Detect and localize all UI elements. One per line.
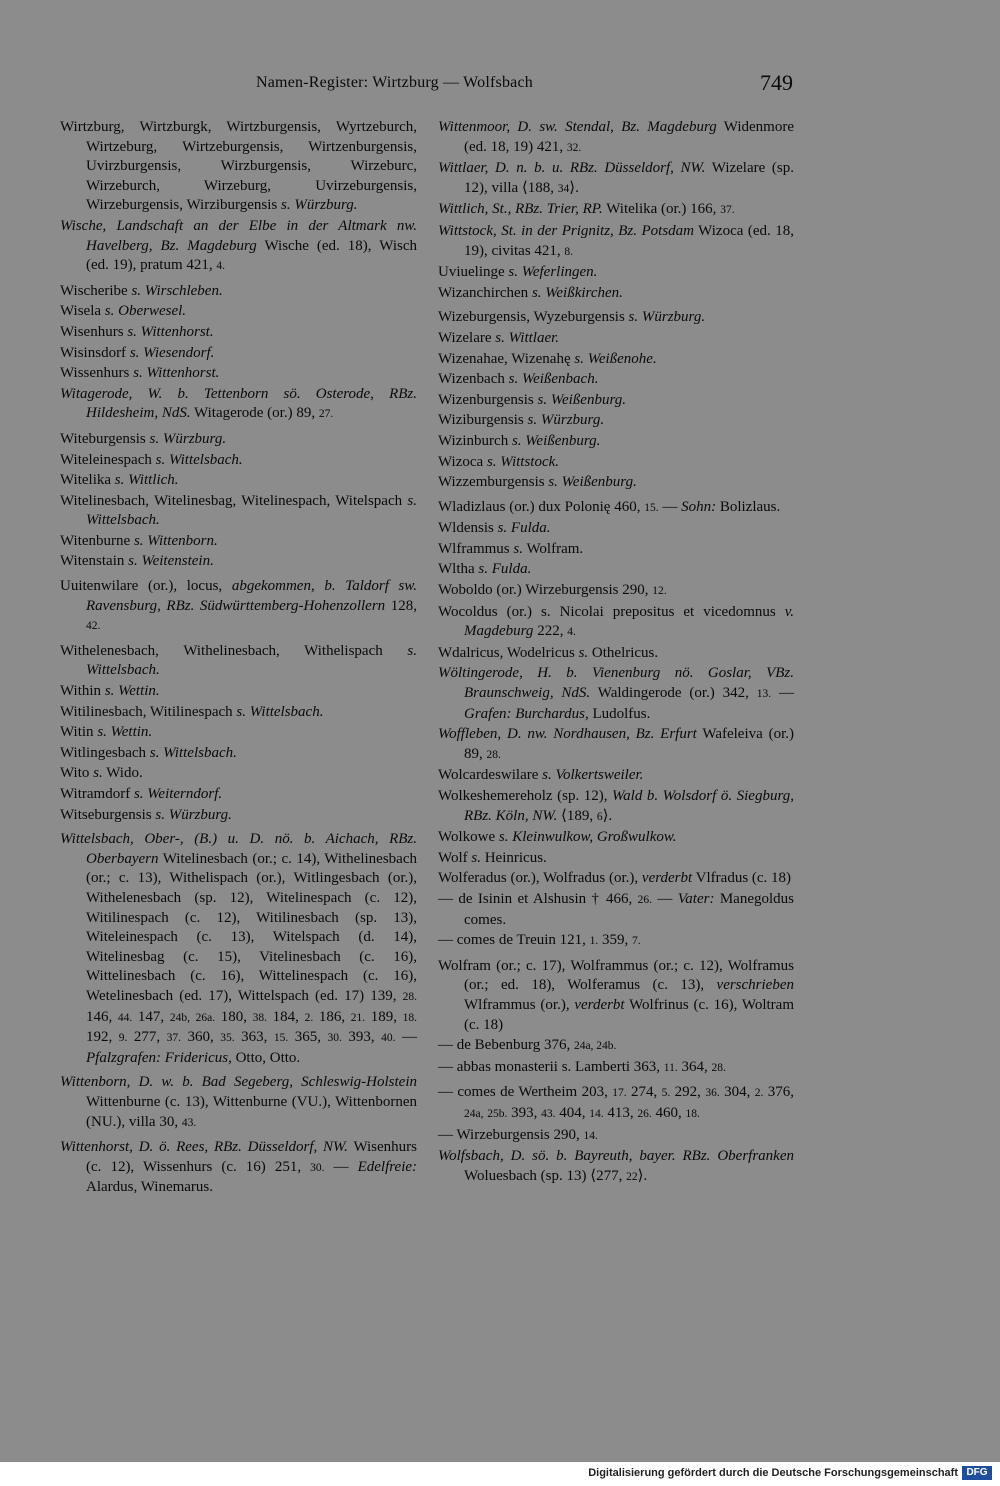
register-entry	[60, 118, 417, 216]
entry-text: s. Weitenstein.	[128, 553, 214, 570]
entry-text: 11.	[663, 1061, 678, 1074]
entry-text: Woboldo (or.) Wirzeburgensis 290,	[438, 582, 653, 599]
running-title: Namen-Register: Wirtzburg — Wolfsbach	[256, 74, 533, 91]
entry-text: Wizeburgensis, Wyzeburgensis	[438, 309, 629, 326]
entry-text: 180,	[215, 1008, 253, 1025]
entry-text: s. Wittenhorst.	[133, 365, 220, 382]
entry-text: 27.	[318, 408, 334, 421]
entry-text: Wiziburgensis	[438, 412, 528, 429]
entry-text: 37.	[166, 1032, 181, 1045]
entry-text: s. Würzburg.	[628, 309, 706, 326]
entry-text: 192,	[86, 1029, 119, 1046]
entry-text: s. Wittenborn.	[133, 532, 218, 549]
entry-text: 25b.	[487, 1107, 508, 1120]
entry-text: Wittelsbach, Ober-, (B.) u. D. nö. b. Aichach, RBz. Oberbayern	[60, 831, 417, 867]
entry-text: Wocoldus (or.) s. Nicolai prepositus et vicedomnus	[438, 603, 785, 620]
entry-text: —	[324, 1158, 358, 1175]
entry-text: s.	[471, 849, 481, 866]
entry-text: Wizinburch	[438, 432, 512, 449]
entry-text: 15.	[644, 501, 659, 514]
entry-text: Wald b. Wolsdorf ö. Siegburg, RBz. Köln, NW.	[464, 788, 794, 824]
entry-text: 8.	[564, 245, 574, 258]
entry-text: Wisela	[60, 303, 105, 320]
register-entry	[60, 703, 417, 723]
entry-text: Woffleben, D. nw. Nordhausen, Bz. Erfurt	[438, 726, 697, 743]
page-header	[60, 70, 793, 98]
register-entry	[438, 1058, 794, 1079]
register-entry	[438, 519, 794, 539]
entry-text: ⟩.	[602, 807, 613, 824]
entry-text: 184,	[267, 1008, 305, 1025]
entry-text: 304,	[719, 1084, 755, 1101]
entry-text: 277,	[127, 1029, 167, 1046]
entry-text: s. Fulda.	[478, 561, 532, 578]
entry-text: 30.	[327, 1032, 342, 1045]
entry-text: v. Magdeburg	[464, 603, 794, 640]
entry-text: s. Fulda.	[497, 520, 551, 537]
register-entry	[438, 200, 794, 221]
entry-text: 359,	[598, 932, 633, 949]
register-entry	[438, 849, 794, 869]
entry-text: Wizelare (sp. 12), villa ⟨188,	[464, 160, 794, 196]
entry-text: 28.	[711, 1061, 726, 1074]
register-entry	[438, 453, 794, 473]
entry-text: Witseburgensis	[60, 806, 156, 823]
entry-text: — comes de Treuin 121,	[438, 932, 590, 949]
entry-text: Wischeribe	[60, 282, 132, 299]
register-entry	[60, 785, 417, 805]
entry-text: Wolf	[438, 849, 472, 866]
entry-text: s. Weiterndorf.	[133, 786, 223, 802]
entry-text: 222,	[533, 623, 568, 640]
entry-text: 393,	[507, 1104, 542, 1121]
entry-text: 22	[626, 1170, 638, 1183]
register-entry	[438, 263, 794, 283]
entry-text: Witin	[60, 724, 98, 741]
entry-text: Wittlaer, D. n. b. u. RBz. Düsseldorf, NW.	[438, 160, 706, 177]
entry-text: 460,	[651, 1104, 686, 1121]
register-entry	[60, 1138, 417, 1198]
entry-text: 24a, 24b.	[573, 1040, 617, 1053]
entry-text: Witenburne	[60, 532, 134, 549]
entry-text: Withelenesbach, Withelinesbach, Withelispach	[60, 642, 408, 659]
register-entry	[438, 957, 794, 1035]
register-entry	[438, 931, 794, 952]
entry-text: Wolcardeswilare	[438, 767, 543, 784]
entry-text: Wittenborn, D. w. b. Bad Segeberg, Schleswig-Holstein	[60, 1074, 417, 1091]
entry-text: Grafen: Burchardus,	[464, 705, 589, 722]
entry-text: Witeburgensis	[60, 430, 150, 447]
register-entry	[60, 471, 417, 491]
entry-text: 24a,	[464, 1107, 484, 1120]
entry-text: 2.	[754, 1087, 764, 1100]
register-entry	[438, 766, 794, 786]
register-entry	[60, 451, 417, 471]
entry-text: 40.	[381, 1032, 396, 1045]
entry-text: Wittenburne (c. 13), Wittenburne (VU.), Wittenbornen (NU.), villa 30,	[86, 1093, 417, 1130]
entry-text: Uviuelinge	[438, 264, 509, 281]
entry-text: Wito	[60, 765, 94, 782]
entry-text: Wische, Landschaft an der Elbe in der Altmark nw. Havelberg, Bz. Magdeburg	[60, 217, 417, 254]
entry-text: Witilinesbach, Witilinespach	[60, 703, 237, 720]
entry-text: Wizanchirchen	[438, 284, 532, 301]
entry-text: Wirtzburg, Wirtzburgk, Wirtzburgensis, Wyrtzeburch, Wirtzeburg, Wirtzeburgensis, Wirtzenburgensis, Uvirzburgensis, Wirzburgensis, Wirzeburc, Wirzeburch, Wirzeburg, Uvirzeburgensis, Wirzeburgensis, Wirziburgensis	[60, 119, 417, 214]
entry-text: Wolfsbach, D. sö. b. Bayreuth, bayer. RBz. Oberfranken	[438, 1148, 794, 1165]
entry-text: Witagerode (or.) 89,	[190, 405, 319, 422]
register-entry	[438, 432, 794, 452]
entry-text: Wido.	[102, 765, 143, 782]
entry-text: — de Isinin et Alshusin † 466,	[438, 890, 638, 907]
entry-text: s. Weißenburg.	[537, 391, 626, 408]
entry-text: 186,	[313, 1008, 351, 1025]
register-entry	[60, 577, 417, 637]
entry-text: 413,	[603, 1104, 638, 1121]
entry-text: s. Wittelsbach.	[149, 744, 237, 761]
register-entry	[438, 329, 794, 349]
entry-text: Wittlich, St., RBz. Trier, RP.	[438, 201, 603, 218]
register-entry	[60, 302, 417, 322]
entry-text: 36.	[705, 1087, 720, 1100]
register-entry	[60, 492, 417, 531]
entry-text: ⟩.	[569, 179, 579, 196]
entry-text: s. Weferlingen.	[508, 264, 598, 281]
entry-text: Witlingesbach	[60, 744, 150, 761]
register-entry	[60, 723, 417, 743]
entry-text: 6	[596, 810, 603, 823]
entry-text: 5.	[661, 1087, 671, 1100]
entry-text: Sohn:	[681, 498, 717, 515]
entry-text: Wlframmus	[438, 540, 514, 557]
entry-text: 32.	[566, 141, 582, 154]
entry-text: Wisenhurs (c. 12), Wissenhurs (c. 16) 251,	[86, 1139, 417, 1175]
entry-text: 17.	[612, 1087, 627, 1100]
register-entry	[438, 222, 794, 262]
entry-text: Witagerode, W. b. Tettenborn sö. Osterode, RBz. Hildesheim, NdS.	[60, 385, 417, 422]
entry-text: 18.	[402, 1011, 418, 1024]
entry-text: 2.	[304, 1011, 314, 1024]
entry-text: Wittenmoor, D. sw. Stendal, Bz. Magdeburg	[438, 119, 717, 135]
entry-text: Wittstock, St. in der Prignitz, Bz. Potsdam	[438, 222, 694, 239]
entry-text: 37.	[720, 204, 735, 217]
entry-text: Wltha	[438, 561, 479, 578]
entry-text: Wisenhurs	[60, 323, 128, 340]
register-entry	[438, 1036, 794, 1057]
entry-text: Vlfradus (c. 18)	[692, 870, 792, 887]
entry-text: 14.	[583, 1129, 598, 1142]
register-entry	[60, 552, 417, 572]
entry-text: Ludolfus.	[588, 705, 651, 722]
entry-text: Wizenbach	[438, 371, 509, 388]
entry-text: 43.	[541, 1107, 556, 1120]
register-entry	[438, 603, 794, 643]
register-entry	[438, 890, 794, 930]
entry-text: 26.	[637, 1107, 652, 1120]
register-entry	[438, 473, 794, 493]
register-entry	[60, 532, 417, 552]
entry-text: 360,	[181, 1029, 221, 1046]
entry-text: s. Weißenbach.	[508, 371, 599, 388]
entry-text: s. Weißenburg.	[548, 474, 637, 491]
entry-text: s. Wittelsbach.	[86, 492, 417, 529]
entry-text: ⟨189,	[557, 807, 597, 824]
entry-text: Witramdorf	[60, 786, 134, 802]
entry-text: Heinricus.	[480, 849, 547, 866]
register-entry	[60, 682, 417, 702]
entry-text: Within	[60, 683, 105, 700]
entry-text: Wizoca	[438, 453, 487, 470]
register-entry	[438, 350, 794, 370]
register-entry	[60, 430, 417, 450]
entry-text: 365,	[288, 1029, 328, 1046]
entry-text: 42.	[86, 620, 101, 633]
register-entry	[438, 370, 794, 390]
register-entry	[438, 1126, 794, 1147]
footer-bar	[0, 1462, 1000, 1486]
entry-text: s. Kleinwulkow, Großwulkow.	[498, 829, 677, 846]
entry-text: 9.	[118, 1032, 128, 1045]
entry-text: Wlframmus (or.),	[464, 996, 575, 1013]
entry-text: —	[652, 890, 678, 907]
entry-text: Vater:	[677, 890, 715, 907]
register-entry	[60, 282, 417, 302]
entry-text: 364,	[677, 1058, 712, 1075]
register-entry	[438, 411, 794, 431]
entry-text: Alardus, Winemarus.	[86, 1179, 214, 1196]
entry-text: s. Wittlich.	[114, 472, 179, 489]
entry-text: —	[658, 498, 682, 515]
entry-text: 30.	[310, 1161, 325, 1174]
register-entry	[438, 118, 794, 158]
entry-text: Wizelare	[438, 329, 496, 346]
entry-text: s.	[93, 765, 103, 782]
register-entry	[438, 159, 794, 199]
entry-text: Wladizlaus (or.) dux Polonię 460,	[438, 498, 645, 515]
left-column	[60, 118, 417, 1199]
entry-text: Otto, Otto.	[231, 1049, 301, 1066]
entry-text: 26a.	[195, 1011, 216, 1024]
entry-text: —	[771, 685, 794, 702]
entry-text: 43.	[181, 1116, 197, 1129]
register-entry	[438, 308, 794, 328]
entry-text: Witelinesbach, Witelinesbag, Witelinespach, Witelspach	[60, 492, 408, 509]
entry-text: verschrieben	[716, 977, 794, 994]
dfg-logo: DFG	[962, 1466, 992, 1480]
register-entry	[438, 540, 794, 560]
entry-text: Wizenahae, Wizenahę	[438, 350, 575, 367]
register-entry	[438, 560, 794, 580]
entry-text: — comes de Wertheim 203,	[438, 1084, 613, 1101]
entry-text: Witelika (or.) 166,	[602, 201, 721, 218]
register-entry	[60, 830, 417, 1068]
register-entry	[60, 744, 417, 764]
entry-text: 44.	[117, 1011, 133, 1024]
entry-text: 147,	[132, 1008, 170, 1025]
entry-text: Wolkeshemereholz (sp. 12),	[438, 788, 613, 804]
entry-text: 189,	[365, 1008, 403, 1025]
right-column	[438, 118, 794, 1188]
entry-text: Wdalricus, Wodelricus	[438, 644, 579, 661]
register-entry	[438, 1147, 794, 1187]
entry-text: s. Wittelsbach.	[86, 642, 417, 679]
register-entry	[60, 642, 417, 681]
entry-text: 363,	[234, 1029, 274, 1046]
entry-text: 4.	[216, 260, 226, 273]
register-entry	[438, 787, 794, 827]
entry-text: s. Würzburg.	[527, 412, 605, 429]
entry-text: 274,	[626, 1084, 662, 1101]
register-entry	[438, 828, 794, 848]
register-entry	[438, 725, 794, 765]
entry-text: Wittenhorst, D. ö. Rees, RBz. Düsseldorf, NW.	[60, 1139, 348, 1156]
entry-text: s.	[513, 540, 523, 557]
register-entry	[60, 806, 417, 826]
entry-text: s. Würzburg.	[281, 197, 358, 214]
funding-notice: Digitalisierung gefördert durch die Deutsche Forschungsgemeinschaft	[588, 1467, 958, 1479]
entry-text: s. Würzburg.	[149, 430, 227, 447]
entry-text: Wisinsdorf	[60, 344, 130, 361]
entry-text: Wizoca (ed. 18, 19), civitas 421,	[464, 222, 794, 259]
register-entry	[438, 869, 794, 889]
entry-text: Wolferadus (or.), Wolfradus (or.),	[438, 870, 642, 887]
entry-text: ⟩.	[637, 1167, 648, 1184]
page-number: 749	[760, 70, 793, 95]
entry-text: s. Würzburg.	[155, 806, 232, 823]
entry-text: Wöltingerode, H. b. Vienenburg nö. Goslar, VBz. Braunschweig, NdS.	[438, 665, 794, 702]
entry-text: s. Wittelsbach.	[236, 703, 324, 720]
entry-text: 14.	[589, 1107, 604, 1120]
entry-text: s. Oberwesel.	[104, 303, 187, 320]
entry-text: s. Wittenhorst.	[127, 323, 214, 340]
entry-text: 13.	[756, 688, 772, 701]
entry-text: 1.	[589, 935, 599, 948]
entry-text: 7.	[632, 935, 641, 948]
entry-text: 12.	[652, 585, 667, 598]
entry-text: 4.	[567, 626, 576, 639]
entry-text: Bolizlaus.	[716, 498, 781, 515]
entry-text: — Wirzeburgensis 290,	[438, 1126, 584, 1143]
entry-text: Woluesbach (sp. 13) ⟨277,	[464, 1167, 627, 1184]
register-entry	[60, 385, 417, 425]
register-entry	[60, 344, 417, 364]
entry-text: Pfalzgrafen: Fridericus,	[86, 1049, 232, 1066]
register-entry	[60, 364, 417, 384]
entry-text: Wolfram (or.; c. 17), Wolframmus (or.; c. 12), Wolframus (or.; ed. 18), Wolferamus (c. 13),	[438, 957, 794, 994]
entry-text: s. Wettin.	[97, 724, 153, 741]
entry-text: s.	[578, 644, 589, 661]
entry-text: 28.	[402, 990, 417, 1003]
entry-text: 26.	[637, 893, 653, 906]
register-entry	[438, 664, 794, 724]
entry-text: Wldensis	[438, 520, 498, 537]
entry-text: s. Weißkirchen.	[531, 284, 623, 301]
entry-text: —	[395, 1029, 417, 1046]
entry-text: Othelricus.	[588, 644, 659, 661]
entry-text: s. Weißenohe.	[574, 350, 657, 367]
entry-text: s. Wirschleben.	[131, 282, 223, 299]
entry-text: s. Wittelsbach.	[155, 451, 243, 468]
entry-text: Wizenburgensis	[438, 391, 538, 408]
entry-text: Wafeleiva (or.) 89,	[464, 726, 794, 762]
entry-text: 292,	[670, 1084, 706, 1101]
entry-text: 18.	[685, 1107, 700, 1120]
entry-text: abgekommen, b. Taldorf sw. Ravensburg, RBz. Südwürttemberg-Hohenzollern	[86, 578, 417, 614]
register-entry	[438, 498, 794, 519]
register-entry	[60, 323, 417, 343]
entry-text: verderbt	[574, 996, 625, 1013]
entry-text: Witeleinespach	[60, 451, 156, 468]
entry-text: s. Volkertsweiler.	[542, 767, 644, 784]
entry-text: 404,	[555, 1104, 590, 1121]
entry-text: Witelinesbach (or.; c. 14), Withelinesbach (or.; c. 13), Withelispach (or.), Witlingesbach (or.), Withelenesbach (sp. 12), Witelinespach (c. 12), Witilinespach (c. 12), Witilinesbach (sp. 13), Witeleinespach (c. 13), Witelspach (d. 14), Witelinesbag (c. 15), Vitelinesbach (c. 16), Wittelinesbach (c. 16), Wittelinespach (c. 16), Wetelinesbach (ed. 17), Wittelspach (ed. 17) 139,	[86, 850, 417, 1004]
entry-text: Edelfreie:	[357, 1158, 418, 1175]
register-entry	[438, 1083, 794, 1124]
entry-text: 28.	[486, 748, 501, 761]
entry-text: 393,	[341, 1029, 382, 1046]
entry-text: Wizzemburgensis	[438, 474, 549, 491]
register-entry	[60, 764, 417, 784]
entry-text: 34	[557, 182, 570, 195]
entry-text: Wolfram.	[523, 540, 584, 557]
entry-text: 146,	[86, 1008, 118, 1025]
register-entry	[60, 217, 417, 277]
entry-text: s. Wittstock.	[486, 453, 560, 470]
entry-text: Uuitenwilare (or.), locus,	[60, 578, 232, 595]
entry-text: Witelika	[60, 472, 115, 489]
register-entry	[438, 284, 794, 304]
entry-text: Wische (ed. 18), Wisch (ed. 19), pratum 421,	[86, 237, 418, 274]
register-entry	[438, 391, 794, 411]
entry-text: Manegoldus comes.	[464, 890, 794, 928]
entry-text: Wissenhurs	[60, 365, 134, 382]
entry-text: Waldingerode (or.) 342,	[590, 685, 757, 702]
entry-text: 15.	[273, 1032, 289, 1045]
entry-text: Wolkowe	[438, 829, 499, 846]
entry-text: — de Bebenburg 376,	[438, 1037, 574, 1054]
entry-text: Witenstain	[60, 553, 129, 570]
entry-text: 24b,	[169, 1011, 190, 1024]
entry-text: 376,	[763, 1084, 795, 1101]
entry-text: Widenmore (ed. 18, 19) 421,	[464, 119, 794, 155]
entry-text: — abbas monasterii s. Lamberti 363,	[438, 1058, 664, 1075]
entry-text: 128,	[385, 597, 417, 614]
entry-text: s. Wiesendorf.	[129, 344, 215, 361]
entry-text: s. Wittlaer.	[495, 329, 560, 346]
register-entry	[60, 1073, 417, 1133]
entry-text: s. Wettin.	[104, 683, 160, 700]
entry-text: Wolfrinus (c. 16), Woltram (c. 18)	[464, 996, 794, 1033]
entry-text: s. Weißenburg.	[511, 432, 601, 449]
entry-text: 21.	[350, 1011, 366, 1024]
entry-text: verderbt	[641, 870, 693, 887]
register-entry	[438, 644, 794, 664]
entry-text: 38.	[252, 1011, 268, 1024]
register-entry	[438, 581, 794, 602]
entry-text: 35.	[220, 1032, 235, 1045]
